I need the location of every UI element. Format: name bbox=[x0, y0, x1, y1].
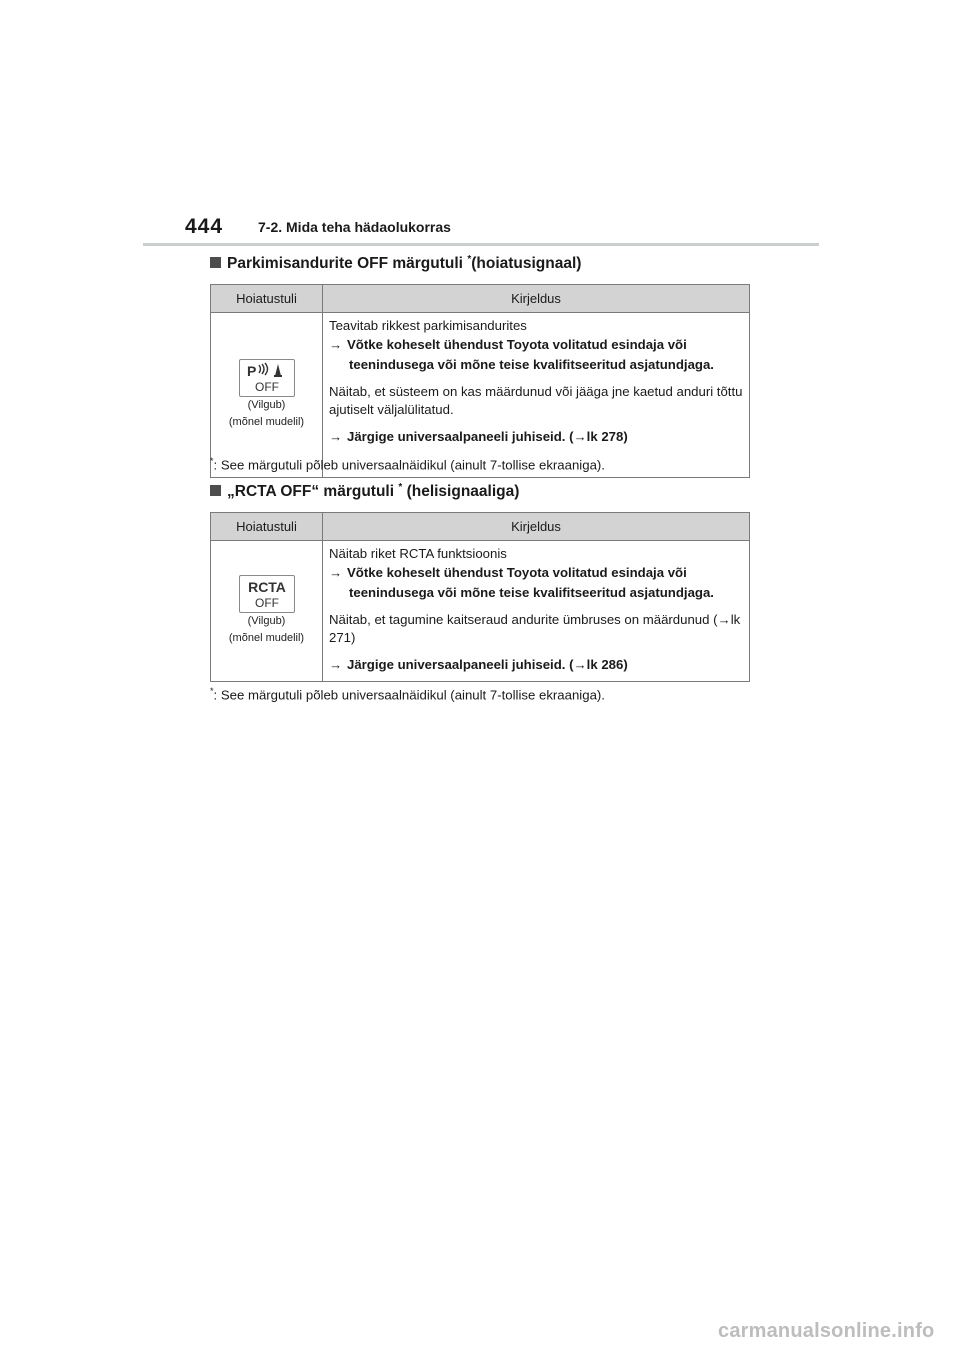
asterisk-mark: * bbox=[467, 254, 472, 265]
blink-note: (Vilgub) bbox=[247, 399, 286, 411]
watermark: carmanualsonline.info bbox=[718, 1320, 935, 1342]
model-note: (mõnel mudelil) bbox=[228, 416, 305, 428]
warning-table-rcta bbox=[210, 512, 750, 682]
bullet-square-icon bbox=[210, 257, 221, 268]
rcta-label: RCTA bbox=[247, 579, 286, 595]
action-line bbox=[329, 563, 743, 603]
table-row bbox=[211, 541, 750, 682]
asterisk-mark: * bbox=[398, 482, 403, 493]
parking-sensor-off-icon bbox=[239, 359, 295, 397]
arrow-icon: → bbox=[329, 429, 343, 444]
header-rule bbox=[143, 243, 819, 246]
column-header-warning-light: Hoiatustuli bbox=[211, 513, 323, 541]
footnote bbox=[210, 456, 605, 472]
column-header-description: Kirjeldus bbox=[323, 513, 750, 541]
section-title: Parkimisandurite OFF märgutuli bbox=[227, 255, 463, 273]
chapter-title: 7-2. Mida teha hädaolukorras bbox=[258, 219, 451, 235]
parking-letter: P bbox=[246, 363, 256, 379]
footnote bbox=[210, 686, 605, 702]
table-row bbox=[211, 313, 750, 478]
off-label: OFF bbox=[254, 380, 279, 394]
footnote-mark: * bbox=[210, 686, 214, 696]
icon-cell bbox=[211, 541, 323, 682]
description-line: Teavitab rikkest parkimisandurites bbox=[329, 318, 527, 333]
description-line: Näitab, et tagumine kaitseraud andurite ümbruses on määrdunud (→lk 271) bbox=[329, 612, 741, 645]
warning-table-parking-sensor bbox=[210, 284, 750, 478]
section-heading-rcta bbox=[210, 482, 519, 501]
bullet-square-icon bbox=[210, 485, 221, 496]
description-cell bbox=[323, 313, 750, 478]
footnote-text: : See märgutuli põleb universaalnäidikul (ainult 7-tollise ekraaniga). bbox=[213, 687, 605, 703]
action-line bbox=[329, 427, 743, 447]
model-note: (mõnel mudelil) bbox=[228, 632, 305, 644]
arrow-icon: → bbox=[329, 337, 343, 352]
column-header-warning-light: Hoiatustuli bbox=[211, 285, 323, 313]
table-header-row bbox=[211, 513, 750, 541]
action-text: Võtke koheselt ühendust Toyota volitatud esindaja või teenindusega või mõne teise kvalifitseeritud asjatundjaga. bbox=[347, 337, 714, 372]
action-text: Järgige universaalpaneeli juhiseid. (→lk 278) bbox=[347, 429, 628, 444]
action-line bbox=[329, 335, 743, 375]
column-header-description: Kirjeldus bbox=[323, 285, 750, 313]
description-line: Näitab riket RCTA funktsioonis bbox=[329, 546, 507, 561]
off-label: OFF bbox=[254, 596, 279, 610]
action-text: Järgige universaalpaneeli juhiseid. (→lk 286) bbox=[347, 657, 628, 672]
rcta-off-icon bbox=[239, 575, 295, 613]
footnote-mark: * bbox=[210, 456, 214, 466]
arrow-icon: → bbox=[329, 565, 343, 580]
section-heading-parking-sensor bbox=[210, 254, 581, 273]
section-suffix: (helisignaaliga) bbox=[402, 483, 520, 501]
section-suffix: (hoiatusignaal) bbox=[471, 255, 582, 273]
arrow-icon: → bbox=[329, 657, 343, 672]
action-line bbox=[329, 655, 743, 675]
blink-note: (Vilgub) bbox=[247, 615, 286, 627]
description-cell bbox=[323, 541, 750, 682]
table-header-row bbox=[211, 285, 750, 313]
icon-cell bbox=[211, 313, 323, 478]
section-title: „RCTA OFF“ märgutuli bbox=[227, 483, 395, 501]
description-line: Näitab, et süsteem on kas määrdunud või jääga jne kaetud anduri tõttu ajutiselt väljalülitatud. bbox=[329, 384, 743, 417]
footnote-text: : See märgutuli põleb universaalnäidikul (ainult 7-tollise ekraaniga). bbox=[213, 457, 605, 473]
action-text: Võtke koheselt ühendust Toyota volitatud esindaja või teenindusega või mõne teise kvalifitseeritud asjatundjaga. bbox=[347, 565, 714, 600]
page-number: 444 bbox=[185, 215, 224, 238]
